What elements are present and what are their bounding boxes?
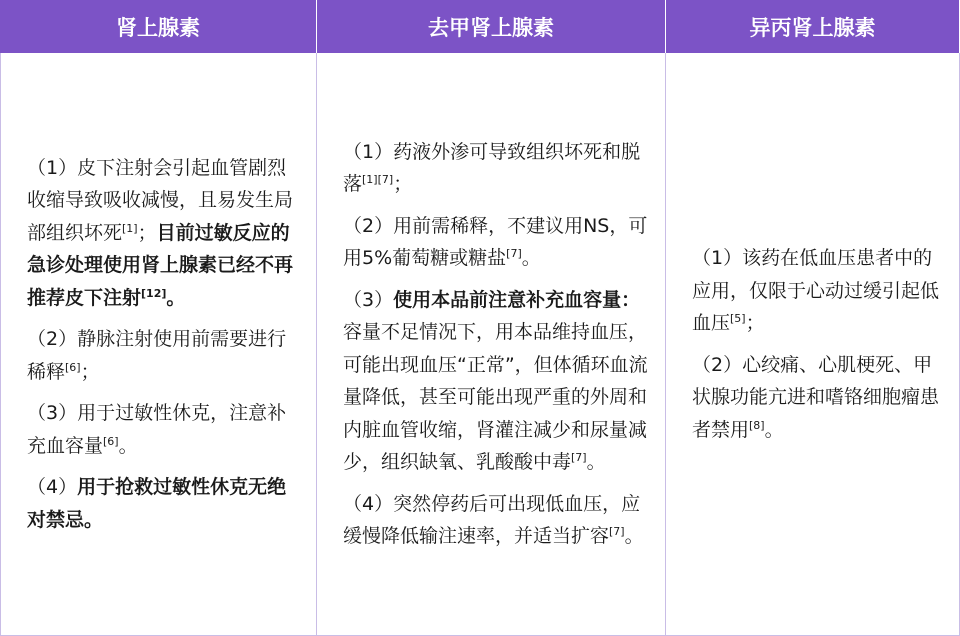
isoprenaline-note-2: （2）心绞痛、心肌梗死、甲状腺功能亢进和嗜铬细胞瘤患者禁用[8]。 xyxy=(692,353,940,441)
norepinephrine-note-1: （1）药液外渗可导致组织坏死和脱落[1][7]； xyxy=(343,140,641,195)
cell-epinephrine xyxy=(0,53,317,636)
header-norepinephrine: 去甲肾上腺素 xyxy=(317,0,666,53)
epinephrine-note-4: （4）用于抢救过敏性休克无绝对禁忌。 xyxy=(27,476,287,531)
norepinephrine-note-3: （3）使用本品前注意补充血容量：容量不足情况下，用本品维持血压，可能出现血压“正常”，但体循环血流量降低，甚至可能出现严重的外周和内脏血管收缩，肾灌注减少和尿量减少，组织缺氧、乳酸酸中毒[7]。 xyxy=(343,288,648,473)
norepinephrine-note-2: （2）用前需稀释，不建议用NS，可用5%葡萄糖或糖盐[7]。 xyxy=(343,214,648,269)
epinephrine-note-1: （1）皮下注射会引起血管剧烈收缩导致吸收减慢，且易发生局部组织坏死[1]；目前过敏反应的急诊处理使用肾上腺素已经不再推荐皮下注射[12]。 xyxy=(27,156,294,309)
cell-isoprenaline xyxy=(666,53,960,636)
cell-norepinephrine xyxy=(317,53,666,636)
epinephrine-note-2: （2）静脉注射使用前需要进行稀释[6]； xyxy=(27,328,287,383)
header-isoprenaline: 异丙肾上腺素 xyxy=(666,0,960,53)
epinephrine-note-3: （3）用于过敏性休克，注意补充血容量[6]。 xyxy=(27,402,287,457)
norepinephrine-note-4: （4）突然停药后可出现低血压，应缓慢降低输注速率，并适当扩容[7]。 xyxy=(343,492,644,547)
header-epinephrine: 肾上腺素 xyxy=(0,0,317,53)
isoprenaline-note-1: （1）该药在低血压患者中的应用，仅限于心动过缓引起低血压[5]； xyxy=(692,247,940,334)
